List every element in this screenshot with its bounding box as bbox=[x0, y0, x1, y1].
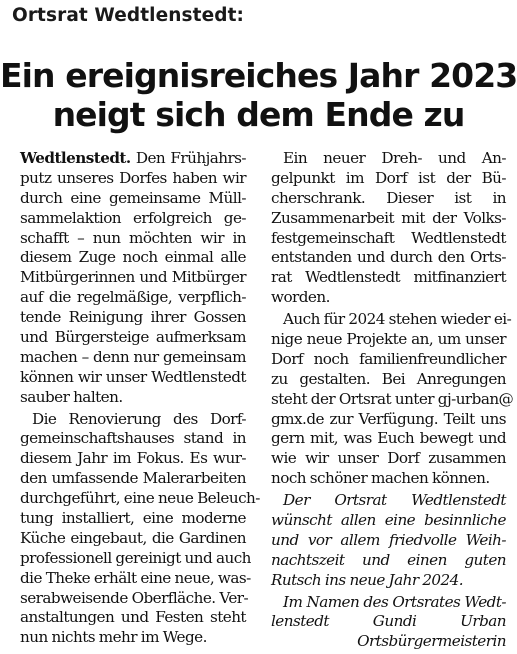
text-line bbox=[20, 588, 249, 609]
text-line-content: zu gestalten. Bei Anregungen bbox=[271, 369, 506, 388]
text-line-content: können wir unser Wedtlenstedt bbox=[20, 367, 246, 386]
text-line bbox=[20, 149, 246, 169]
text-line-content: rat Wedtlenstedt mitfinanziert bbox=[271, 268, 506, 287]
text-line-content: Auch für 2024 stehen wieder ei- bbox=[283, 310, 512, 329]
text-line-content: sammelaktion erfolgreich ge- bbox=[20, 208, 246, 227]
text-line bbox=[20, 268, 246, 288]
text-line-content: lenstedt Gundi Urban bbox=[271, 612, 506, 631]
text-line-content: nun nichts mehr im Wege. bbox=[20, 628, 207, 647]
text-line bbox=[271, 429, 506, 449]
text-line bbox=[271, 612, 506, 632]
text-line-content: Der Ortsrat Wedtlenstedt bbox=[283, 491, 506, 510]
text-line bbox=[271, 209, 506, 229]
text-line bbox=[20, 209, 246, 229]
text-line-content: professionell gereinigt und auch bbox=[20, 548, 251, 567]
text-line-content: und vor allem friedvolle Weih- bbox=[271, 530, 506, 549]
text-line-content: Den Frühjahrs- bbox=[135, 149, 247, 167]
article-column-left bbox=[20, 149, 260, 648]
text-line bbox=[271, 410, 506, 430]
text-line-content: Die Renovierung des Dorf- bbox=[32, 409, 246, 428]
text-line-content: tende Reinigung ihrer Gossen bbox=[20, 308, 246, 327]
text-line bbox=[20, 308, 246, 328]
text-line-content: nige neue Projekte an, um unser bbox=[271, 330, 506, 349]
text-line-content: tung installiert, eine moderne bbox=[20, 509, 246, 528]
text-line bbox=[20, 169, 246, 189]
text-line-content: entstanden und durch den Orts- bbox=[271, 248, 506, 267]
text-line bbox=[20, 288, 246, 308]
text-line bbox=[271, 149, 506, 169]
text-line bbox=[20, 229, 246, 249]
text-line bbox=[271, 531, 506, 551]
text-line-content: sauber halten. bbox=[20, 387, 123, 406]
text-line bbox=[20, 489, 260, 509]
text-line-content: putz unseres Dorfes haben wir bbox=[20, 168, 246, 187]
article-column-right bbox=[271, 149, 514, 652]
text-line-content: Küche eingebaut, die Gardinen bbox=[20, 528, 246, 547]
text-line-content: anstaltungen und Festen steht bbox=[20, 608, 246, 627]
text-line-content: gemeinschaftshauses stand in bbox=[20, 429, 246, 448]
text-line-content: noch schöner machen können. bbox=[271, 469, 490, 488]
text-line-content: Rutsch ins neue Jahr 2024. bbox=[271, 570, 464, 589]
headline-line-1: Ein ereignisreiches Jahr 2023 bbox=[0, 56, 517, 95]
text-line-content: gelpunkt im Dorf ist der Bü- bbox=[271, 168, 506, 187]
text-line-content: durch eine gemeinsame Müll- bbox=[20, 188, 246, 207]
text-line-content: auf die regelmäßige, verpflich- bbox=[20, 288, 246, 307]
text-line-content: Ein neuer Dreh- und An- bbox=[283, 149, 506, 167]
text-line-content: Mitbürgerinnen und Mitbürger bbox=[20, 268, 246, 287]
text-line-content: diesem Jahr im Fokus. Es wur- bbox=[20, 449, 246, 468]
text-line bbox=[271, 248, 506, 268]
article-kicker: Ortsrat Wedtlenstedt: bbox=[12, 5, 245, 26]
text-line-content: den umfassende Malerarbeiten bbox=[20, 469, 246, 488]
text-line-content: Dorf noch familienfreundlicher bbox=[271, 349, 506, 368]
text-line bbox=[20, 388, 246, 408]
text-line bbox=[20, 509, 246, 529]
text-line bbox=[271, 469, 506, 489]
text-line bbox=[271, 288, 506, 308]
text-line-content: steht der Ortsrat unter gj-urban@ bbox=[271, 389, 514, 408]
text-line bbox=[271, 169, 506, 189]
text-line-content: Ortsbürgermeisterin bbox=[357, 632, 506, 651]
text-line bbox=[20, 429, 246, 449]
text-line-content: wünscht allen eine besinnliche bbox=[271, 511, 506, 530]
text-line-content: machen – denn nur gemeinsam bbox=[20, 347, 246, 366]
text-line-content: nachtszeit und einen guten bbox=[271, 550, 506, 569]
text-line-content: gmx.de zur Verfügung. Teilt uns bbox=[271, 409, 506, 428]
text-line-content: durchgeführt, eine neue Beleuch- bbox=[20, 489, 260, 508]
text-line bbox=[271, 370, 506, 390]
text-line bbox=[271, 268, 506, 288]
text-line bbox=[271, 389, 514, 410]
text-line bbox=[20, 368, 246, 388]
dateline: Wedtlenstedt. bbox=[20, 149, 131, 167]
text-line bbox=[271, 491, 506, 511]
text-line bbox=[20, 449, 246, 469]
text-line bbox=[20, 410, 246, 430]
text-line bbox=[20, 189, 246, 209]
text-line bbox=[20, 608, 246, 628]
text-line bbox=[271, 189, 506, 209]
text-line bbox=[271, 350, 506, 370]
text-line bbox=[20, 469, 246, 489]
text-line bbox=[271, 310, 512, 330]
text-line bbox=[271, 330, 506, 350]
text-line-content: und Bürgersteige aufmerksam bbox=[20, 328, 246, 347]
text-line-content: die Theke erhält eine neue, was- bbox=[20, 568, 251, 587]
text-line-content: Zusammenarbeit mit der Volks- bbox=[271, 208, 506, 227]
text-line-content: serabweisende Oberfläche. Ver- bbox=[20, 588, 249, 607]
text-line-content: festgemeinschaft Wedtlenstedt bbox=[271, 228, 506, 247]
text-line bbox=[20, 248, 246, 268]
text-line bbox=[271, 449, 506, 469]
text-line bbox=[20, 568, 251, 589]
text-line bbox=[271, 229, 506, 249]
text-line bbox=[20, 328, 246, 348]
text-line bbox=[271, 593, 506, 613]
text-line bbox=[271, 551, 506, 571]
text-line bbox=[271, 571, 506, 591]
text-line bbox=[20, 529, 246, 549]
text-line-content: schafft – nun möchten wir in bbox=[20, 228, 246, 247]
text-line bbox=[271, 632, 506, 652]
text-line-content: worden. bbox=[271, 288, 330, 307]
text-line bbox=[20, 628, 246, 648]
text-line bbox=[271, 511, 506, 531]
text-line bbox=[20, 348, 246, 368]
headline-line-2: neigt sich dem Ende zu bbox=[52, 95, 465, 134]
text-line bbox=[20, 548, 251, 569]
text-line-content: wie wir unser Dorf zusammen bbox=[271, 449, 506, 468]
text-line-content: gern mit, was Euch bewegt und bbox=[271, 429, 506, 448]
text-line-content: Im Namen des Ortsrates Wedt- bbox=[283, 592, 506, 611]
text-line-content: cherschrank. Dieser ist in bbox=[271, 188, 506, 207]
text-line-content: diesem Zuge noch einmal alle bbox=[20, 248, 246, 267]
